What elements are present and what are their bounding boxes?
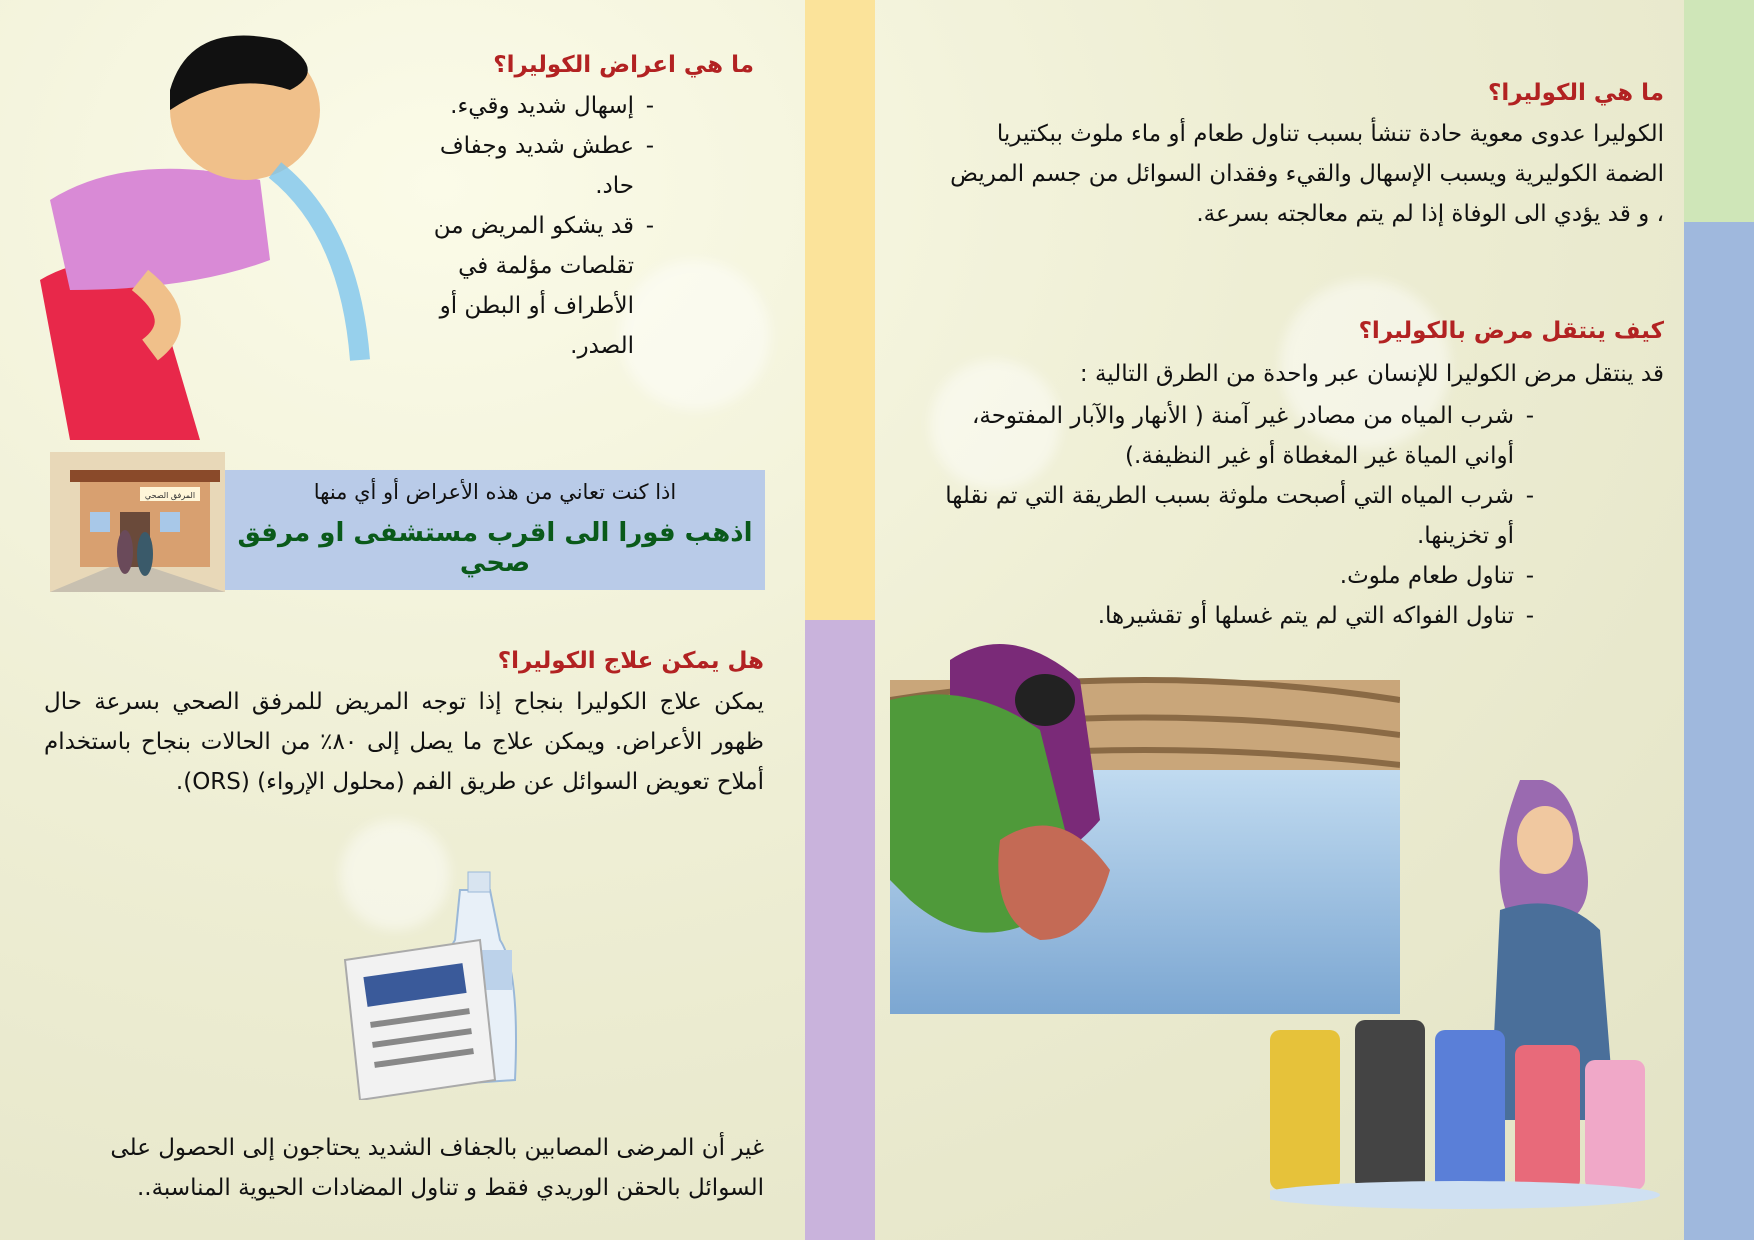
list-item: - إسهال شديد وقيء. (404, 86, 654, 126)
yellow-stripe (805, 0, 875, 620)
callout-box (225, 470, 765, 590)
transmission-heading: كيف ينتقل مرض بالكوليرا؟ (1358, 318, 1664, 344)
what-is-cholera-text: الكوليرا عدوى معوية حادة تنشأ بسبب تناول طعام أو ماء ملوث ببكتيريا الضمة الكوليرية ويسبب الإسهال والقيء وفقدان السوائل من جسم المريض ، و قد يؤدي الى الوفاة إذا لم يتم معالجته بسرعة. (950, 121, 1664, 227)
list-item: - قد يشكو المريض من تقلصات مؤلمة في الأطراف أو البطن أو الصدر. (404, 206, 654, 366)
transmission-list (944, 396, 1534, 636)
symptoms-heading: ما هي اعراض الكوليرا؟ (493, 52, 754, 78)
purple-stripe (805, 620, 875, 1240)
treatment-text: يمكن علاج الكوليرا بنجاح إذا توجه المريض للمرفق الصحي بسرعة حال ظهور الأعراض. ويمكن علاج ما يصل إلى ٨٠٪ من الحالات بنجاح باستخدام أملاح تعويض السوائل عن طريق الفم (محلول الإرواء) (ORS). (44, 689, 764, 795)
list-item: - عطش شديد وجفاف حاد. (404, 126, 654, 206)
sick-boy-illustration (30, 30, 410, 440)
symptoms-list (404, 86, 654, 366)
list-item: - تناول الفواكه التي لم يتم غسلها أو تقشيرها. (944, 596, 1534, 636)
treatment-note: غير أن المرضى المصابين بالجفاف الشديد يحتاجون إلى الحصول على السوائل بالحقن الوريدي فقط و تناول المضادات الحيوية المناسبة.. (110, 1135, 764, 1201)
building-sign: المرفق الصحي (144, 491, 196, 500)
jerrycans-woman-illustration (1270, 780, 1690, 1210)
list-item: - تناول طعام ملوث. (944, 556, 1534, 596)
callout-line2: اذهب فورا الى اقرب مستشفى او مرفق صحي (237, 518, 753, 578)
callout-line1: اذا كنت تعاني من هذه الأعراض أو أي منها (313, 480, 677, 504)
blue-stripe (1684, 222, 1754, 1240)
list-item: - شرب المياه التي أصبحت ملوثة بسبب الطريقة التي تم نقلها أو تخزينها. (944, 476, 1534, 556)
list-item: - شرب المياه من مصادر غير آمنة ( الأنهار والآبار المفتوحة، أواني المياة غير المغطاة أو غير النظيفة.) (944, 396, 1534, 476)
ors-sachet-bottle-illustration (340, 850, 560, 1100)
health-facility-illustration (50, 452, 225, 592)
what-is-cholera-heading: ما هي الكوليرا؟ (1488, 80, 1664, 106)
transmission-intro: قد ينتقل مرض الكوليرا للإنسان عبر واحدة من الطرق التالية : (1079, 361, 1664, 387)
treatment-heading: هل يمكن علاج الكوليرا؟ (497, 648, 764, 674)
green-stripe (1684, 0, 1754, 222)
